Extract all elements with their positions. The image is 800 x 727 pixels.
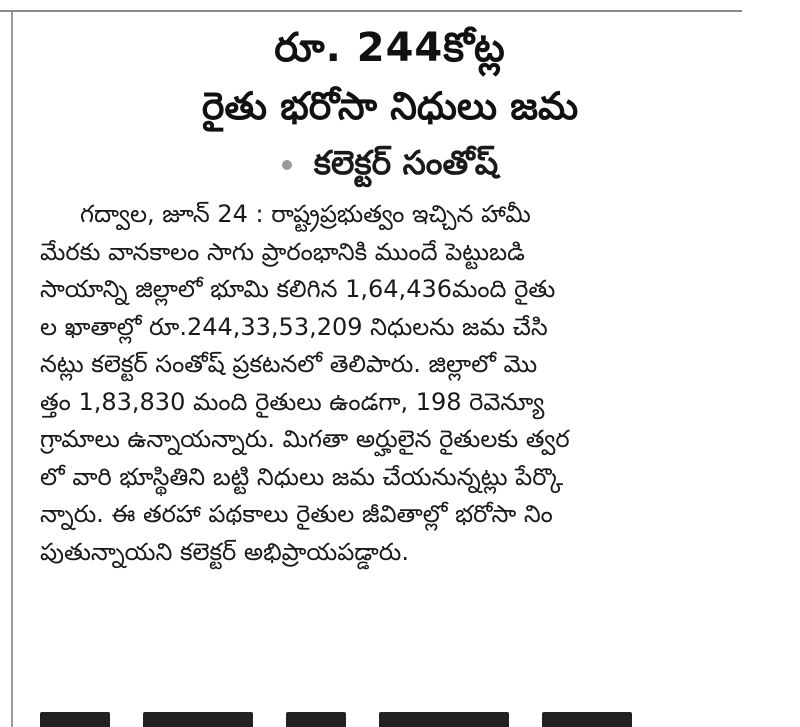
body-line: పుతున్నాయని కలెక్టర్ అభిప్రాయపడ్డారు. bbox=[40, 537, 409, 566]
headline-line-1: రూ. 244కోట్ల bbox=[274, 25, 506, 71]
subheadline bbox=[40, 138, 740, 188]
top-divider bbox=[0, 10, 742, 12]
article-body bbox=[40, 196, 740, 571]
column-divider bbox=[11, 12, 13, 727]
body-line: మేరకు వానకాలం సాగు ప్రారంభానికి ముందే పెట్టుబడి bbox=[40, 237, 525, 266]
body-line: నట్లు కలెక్టర్ సంతోష్ ప్రకటనలో తెలిపారు. జిల్లాలో మొ bbox=[40, 350, 538, 378]
bullet-icon bbox=[282, 160, 292, 170]
next-article-headline-cropped bbox=[40, 712, 740, 727]
cropped-glyph bbox=[542, 712, 632, 727]
news-article bbox=[40, 20, 740, 571]
body-line: సాయాన్ని జిల్లాలో భూమి కలిగిన 1,64,436మంది రైతు bbox=[40, 275, 556, 303]
cropped-glyph bbox=[286, 712, 346, 727]
body-line: గ్రామాలు ఉన్నాయన్నారు. మిగతా అర్హులైన రైతులకు త్వర bbox=[40, 425, 570, 453]
cropped-glyph bbox=[40, 712, 110, 727]
subheadline-text: కలెక్టర్ సంతోష్ bbox=[313, 143, 499, 182]
body-line: న్నారు. ఈ తరహా పథకాలు రైతుల జీవితాల్లో భరోసా నిం bbox=[40, 500, 553, 528]
cropped-glyph bbox=[379, 712, 509, 727]
body-line: త్తం 1,83,830 మంది రైతులు ఉండగా, 198 రెవెన్యూ bbox=[40, 387, 545, 416]
headline-line-2: రైతు భరోసా నిధులు జమ bbox=[201, 84, 579, 128]
cropped-glyph bbox=[143, 712, 253, 727]
body-line: లో వారి భూస్థితిని బట్టి నిధులు జమ చేయనున్నట్లు పేర్కొ bbox=[40, 462, 564, 491]
body-line: ల ఖాతాల్లో రూ.244,33,53,209 నిధులను జమ చేసి bbox=[40, 312, 548, 341]
body-line: గద్వాల, జూన్ 24 : రాష్ట్రప్రభుత్వం ఇచ్చిన హామీ bbox=[80, 200, 531, 228]
